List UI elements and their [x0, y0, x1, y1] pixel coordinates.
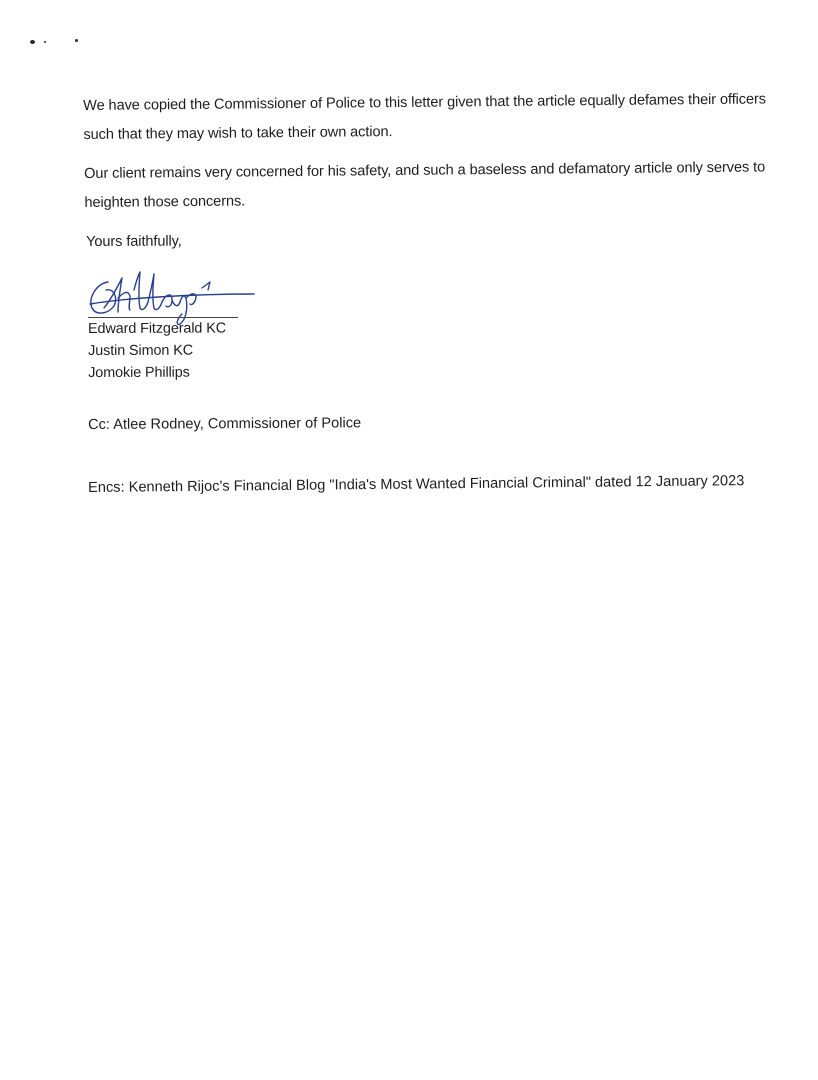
signatory-name: Jomokie Phillips	[88, 364, 190, 381]
signatory-name: Justin Simon KC	[88, 342, 194, 359]
paragraph-client-safety	[84, 153, 765, 218]
signatories-block	[88, 318, 226, 384]
enclosures-line: Encs: Kenneth Rijoc's Financial Blog "India's Most Wanted Financial Criminal" dated 12 January 2023	[88, 473, 745, 496]
paragraph-line: Our client remains very concerned for his safety, and such a baseless and defamatory article only serves to	[84, 159, 766, 182]
cc-line: Cc: Atlee Rodney, Commissioner of Police	[88, 415, 362, 433]
closing-text: Yours faithfully,	[86, 233, 182, 250]
paragraph-line: such that they may wish to take their own action.	[83, 124, 393, 143]
closing-salutation	[86, 227, 182, 257]
paragraph-line: We have copied the Commissioner of Police to this letter given that the article equally defames their officers	[83, 91, 767, 114]
signatory-name: Edward Fitzgerald KC	[88, 320, 227, 337]
paragraph-commissioner-copied	[83, 85, 766, 150]
scan-speck	[44, 41, 46, 43]
paragraph-line: heighten those concerns.	[84, 193, 246, 211]
scan-speck	[30, 40, 35, 44]
scan-speck	[75, 39, 78, 42]
